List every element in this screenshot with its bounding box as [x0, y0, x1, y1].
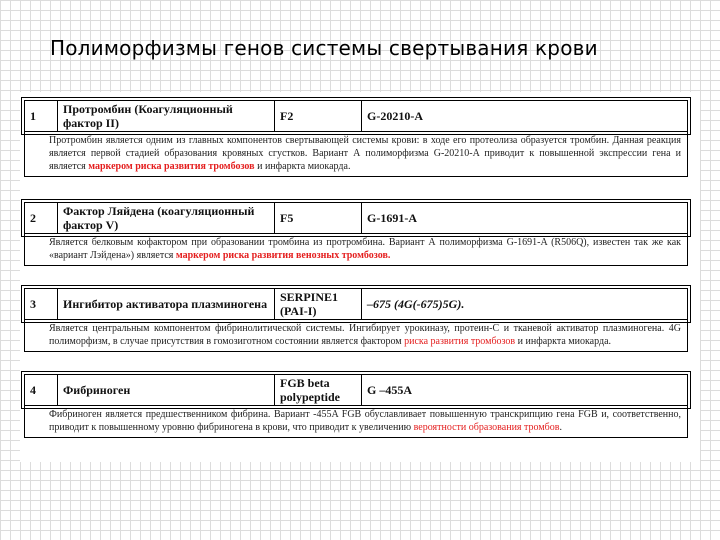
- gene-variant: G-20210-A: [367, 109, 423, 123]
- gene-name: Протромбин (Коагуляционный фактор II): [58, 101, 275, 131]
- gene-symbol: SERPINE1 (PAI-I): [275, 289, 362, 319]
- description-tail: и инфаркта миокарда.: [254, 161, 351, 172]
- description-text: Является центральным компонентом фибринолитической системы. Ингибирует урокиназу, протеин-С и тканевой активатор плазминогена. 4G полиморфизм, в случае присутствия в гомозиготном состоянии является фактором: [49, 323, 681, 347]
- gene-name: Фибриноген: [58, 375, 275, 405]
- gene-symbol: F2: [275, 101, 362, 131]
- gene-variant: –675 (4G(-675)5G).: [367, 297, 465, 311]
- gene-block-fibrinogen: [24, 374, 688, 438]
- gene-name: Ингибитор активатора плазминогена: [58, 289, 275, 319]
- row-number: 4: [25, 375, 58, 405]
- gene-header: [24, 100, 688, 132]
- gene-header: [24, 288, 688, 320]
- description-text: Является белковым кофактором при образовании тромбина из протромбина. Вариант А полиморфизма G-1691-A (R506Q), известен так же как «вариант Лэйдена») является: [49, 237, 681, 261]
- gene-header: [24, 202, 688, 234]
- risk-highlight: вероятности образования тромбов: [413, 422, 560, 433]
- gene-symbol: FGB beta polypeptide: [275, 375, 362, 405]
- gene-header: [24, 374, 688, 406]
- description-text: Фибриноген является предшественником фибрина. Вариант -455A FGB обуславливает повышенную транскрипцию гена FGB и, соответственно, приводит к повышенному уровню фибриногена в крови, что приводит к увеличению: [49, 409, 681, 433]
- gene-name: Фактор Ляйдена (коагуляционный фактор V): [58, 203, 275, 233]
- description-tail: и инфаркта миокарда.: [515, 336, 612, 347]
- gene-description: [24, 132, 688, 177]
- gene-description: [24, 320, 688, 352]
- gene-description: [24, 406, 688, 438]
- row-number: 2: [25, 203, 58, 233]
- row-number: 3: [25, 289, 58, 319]
- slide-title: Полиморфизмы генов системы свертывания крови: [50, 36, 598, 60]
- gene-block-factor-v: [24, 202, 688, 266]
- description-text: Протромбин является одним из главных компонентов свертывающей системы крови: в ходе его протеолиза образуется тромбин. Данная реакция является первой стадией образования кровяных сгустков. Вариант А полиморфизма G-20210-A приводит к повышенной экспрессии гена и является: [49, 135, 681, 172]
- gene-block-pai1: [24, 288, 688, 352]
- risk-highlight: маркером риска развития тромбозов: [88, 161, 255, 172]
- risk-highlight: риска развития тромбозов: [404, 336, 516, 347]
- risk-highlight: маркером риска развития венозных тромбозов.: [175, 250, 391, 261]
- gene-description: [24, 234, 688, 266]
- gene-variant: G-1691-A: [367, 211, 417, 225]
- description-tail: .: [559, 422, 562, 433]
- row-number: 1: [25, 101, 58, 131]
- gene-block-prothrombin: [24, 100, 688, 177]
- document-sheet: [20, 92, 700, 462]
- gene-symbol: F5: [275, 203, 362, 233]
- gene-variant: G –455A: [367, 383, 412, 397]
